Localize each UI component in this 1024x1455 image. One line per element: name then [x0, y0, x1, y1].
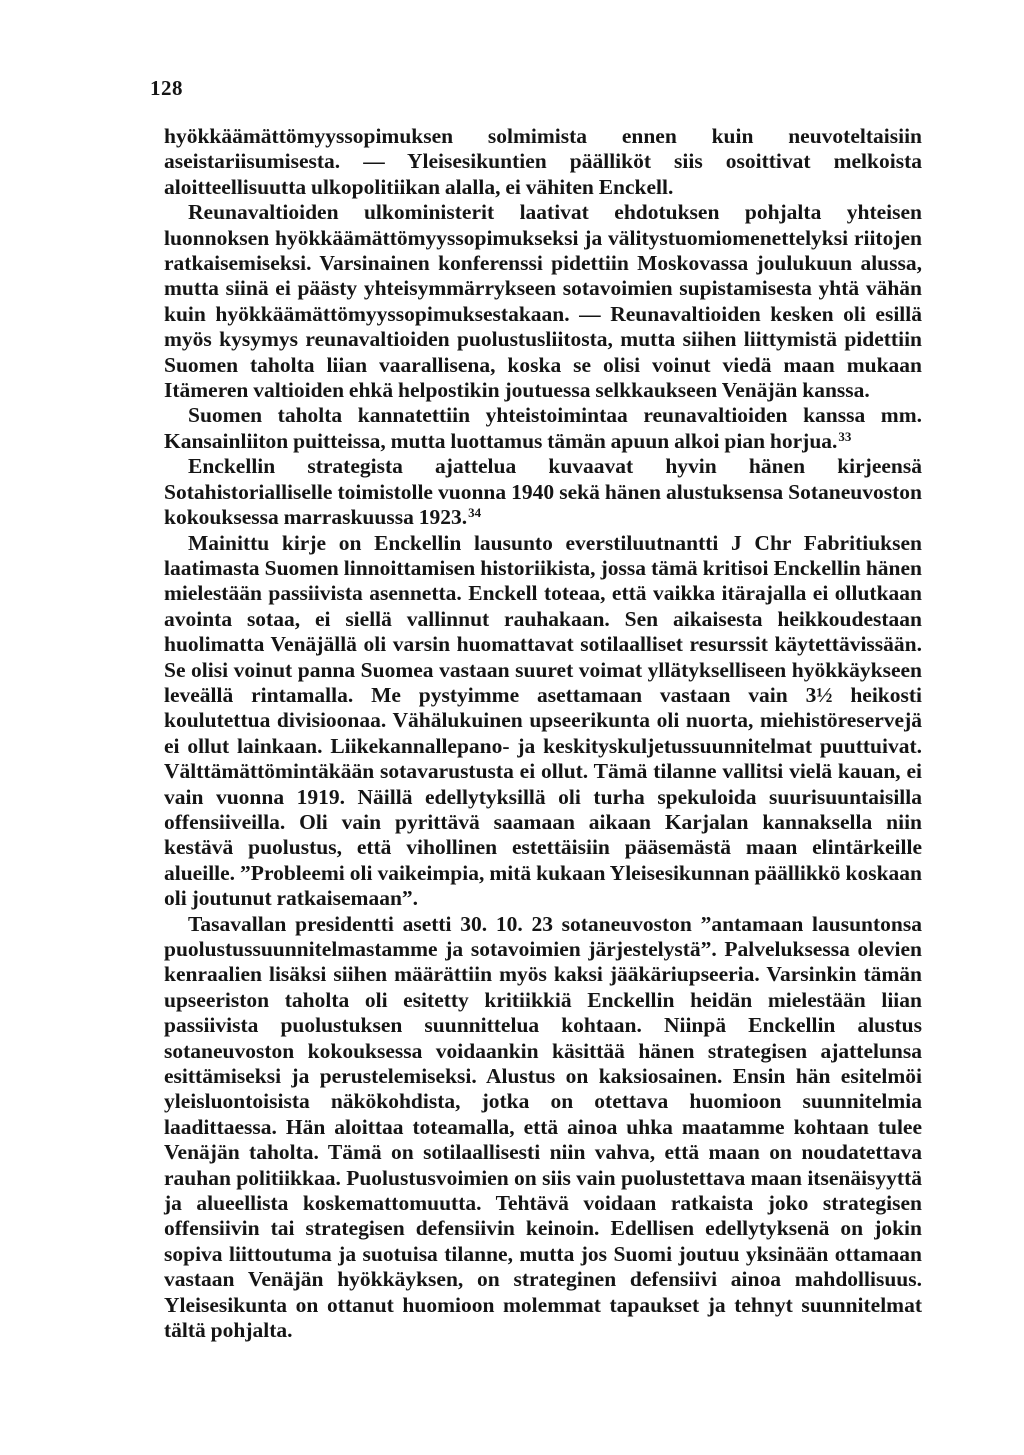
footnote-ref: 34	[468, 505, 482, 521]
paragraph-text: Suomen taholta kannatettiin yhteistoimintaa reunavaltioiden kanssa mm. Kansainliiton puitteissa, mutta luottamus tämän apuun alkoi pian horjua.	[164, 403, 922, 453]
paragraph-text: Tasavallan presidentti asetti 30. 10. 23 sotaneuvoston ”antamaan lausuntonsa puolustussuunnitelmastamme ja sotavoimien järjestelystä”. Palveluksessa olevien kenraalien lisäksi siihen määrättiin myös kaksi jääkäriupseeria. Varsinkin tämän upseeriston taholta oli esitetty kritiikkiä Enckellin heidän mielestään liian passiivista puolustuksen suunnittelua kohtaan. Niinpä Enckellin alustus sotaneuvoston kokouksessa voidaankin käsittää hänen strategisen ajattelunsa esittämiseksi ja perustelemiseksi. Alustus on kaksiosainen. Ensin hän esitelmöi yleisluontoisista näkökohdista, jotka on otettava huomioon suunnitelmia laadittaessa. Hän aloittaa toteamalla, että ainoa uhka maatamme kohtaan tulee Venäjän taholta. Tämä on sotilaallisesti niin vahva, että maan on noudatettava rauhan politiikkaa. Puolustusvoimien on siis vain puolustettava maan itsenäisyyttä ja alueellista koskemattomuutta. Tehtävä voidaan ratkaista joko strategisen offensiivin tai strategisen defensiivin keinoin. Edellisen edellytyksenä on jokin sopiva liittoutuma ja suotuisa tilanne, mutta jos Suomi joutuu yksinään ottamaan vastaan Venäjän hyökkäyksen, on strateginen defensiivi ainoa mahdollisuus. Yleisesikunta on ottanut huomioon molemmat tapaukset ja tehnyt suunnitelmat tältä pohjalta.	[164, 911, 922, 1343]
paragraph-text: Enckellin strategista ajattelua kuvaavat hyvin hänen kirjeensä Sotahistorialliselle toimistolle vuonna 1940 sekä hänen alustuksensa Sotaneuvoston kokouksessa marraskuussa 1923.	[164, 454, 922, 530]
paragraph-text: hyökkäämättömyyssopimuksen solmimista ennen kuin neuvoteltaisiin aseistariisumisesta. — Yleisesikuntien päälliköt siis osoittivat melkoista aloitteellisuutta ulkopolitiikan alalla, ei vähiten Enckell.	[164, 124, 922, 199]
paragraph	[164, 124, 922, 200]
paragraph	[164, 200, 922, 403]
body-text	[164, 124, 922, 1344]
footnote-ref: 33	[838, 428, 852, 444]
paragraph-text: Mainittu kirje on Enckellin lausunto everstiluutnantti J Chr Fabritiuksen laatimasta Suomen linnoittamisen historiikista, jossa tämä kritisoi Enckellin hänen mielestään passiivista asennetta. Enckell toteaa, että vaikka itärajalla ei ollutkaan avointa sotaa, ei siellä vallinnut rauhakaan. Sen aikaisesta heikkoudestaan huolimatta Venäjällä oli varsin huomattavat sotilaalliset resurssit käytettävissään. Se olisi voinut panna Suomea vastaan suuret voimat yllätykselliseen hyökkäykseen leveällä rintamalla. Me pystyimme asettamaan vastaan vain 3½ heikosti koulutettua divisioonaa. Vähälukuinen upseerikunta oli nuorta, miehistöreservejä ei ollut lainkaan. Liikekannallepano- ja keskityskuljetussuunnitelmat puuttuivat. Välttämättömintäkään sotavarustusta ei ollut. Tämä tilanne vallitsi vielä kauan, ei vain vuonna 1919. Näillä edellytyksillä oli turha spekuloida suurisuuntaisilla offensiiveilla. Oli vain pyrittävä saamaan aikaan Karjalan kannaksella niin kestävä puolustus, että vihollinen estettäisiin pääsemästä maan elintärkeille alueille. ”Probleemi oli vaikeimpia, mitä kukaan Yleisesikunnan päällikkö koskaan oli joutunut ratkaisemaan”.	[164, 530, 922, 911]
paragraph	[164, 403, 922, 454]
paragraph	[164, 912, 922, 1344]
paragraph	[164, 454, 922, 530]
page-number: 128	[150, 76, 183, 100]
paragraph	[164, 531, 922, 912]
paragraph-text: Reunavaltioiden ulkoministerit laativat ehdotuksen pohjalta yhteisen luonnoksen hyökkäämättömyyssopimukseksi ja välitystuomiomenettelyksi riitojen ratkaisemiseksi. Varsinainen konferenssi pidettiin Moskovassa joulukuun alussa, mutta siinä ei päästy yhteisymmärrykseen sotavoimien supistamisesta yhtä vähän kuin hyökkäämättömyyssopimuksestakaan. — Reunavaltioiden kesken oli esillä myös kysymys reunavaltioiden puolustusliitosta, mutta siihen liittymistä pidettiin Suomen taholta liian vaarallisena, koska se olisi voinut viedä maan mukaan Itämeren valtioiden ehkä helpostikin joutuessa selkkaukseen Venäjän kanssa.	[164, 200, 922, 403]
